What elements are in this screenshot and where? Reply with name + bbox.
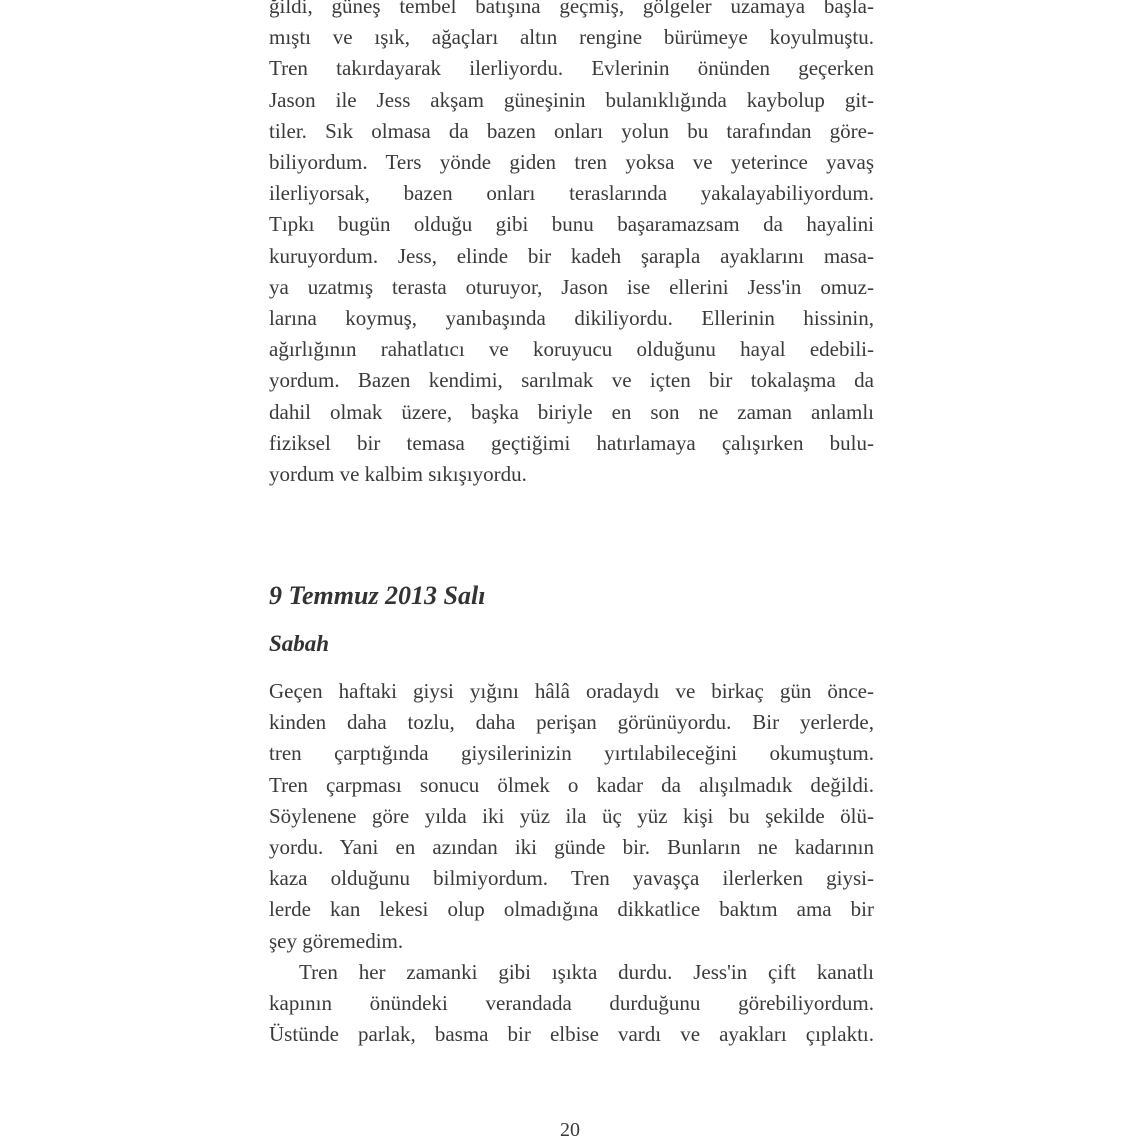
text-line: kapının önündeki verandada durduğunu görebiliyordum. <box>269 991 874 1016</box>
text-line: yordum ve kalbim sıkışıyordu. <box>269 462 527 487</box>
text-line: ğildi, güneş tembel batışına geçmiş, gölgeler uzamaya başla- <box>269 0 874 18</box>
text-line: ya uzatmış terasta oturuyor, Jason ise ellerini Jess'in omuz- <box>269 274 874 299</box>
entry-time-heading: Sabah <box>269 631 330 656</box>
text-line: Tren çarpması sonucu ölmek o kadar da alışılmadık değildi. <box>269 772 874 797</box>
text-line: şey göremedim. <box>269 928 404 953</box>
text-line: dahil olmak üzere, başka biriyle en son ne zaman anlamlı <box>269 399 874 424</box>
text-line: Tren her zamanki gibi ışıkta durdu. Jess'in çift kanatlı <box>299 959 874 984</box>
text-line: Söylenene göre yılda iki yüz ila üç yüz kişi bu şekilde ölü- <box>269 803 874 828</box>
text-line: ilerliyorsak, bazen onları teraslarında yakalayabiliyordum. <box>269 181 874 206</box>
paragraph <box>269 957 874 1051</box>
text-line: ağırlığının rahatlatıcı ve koruyucu olduğunu hayal edebili- <box>269 337 874 362</box>
text-line: Tıpkı bugün olduğu gibi bunu başaramazsam da hayalini <box>269 212 874 237</box>
text-line: yordum. Bazen kendimi, sarılmak ve içten bir tokalaşma da <box>269 368 874 393</box>
text-line: Tren takırdayarak ilerliyordu. Evlerinin önünden geçerken <box>269 56 874 81</box>
text-line: tren çarptığında giysilerinizin yırtılabileceğini okumuştum. <box>269 741 874 766</box>
text-line: mıştı ve ışık, ağaçları altın rengine bürümeye koyulmuştu. <box>269 25 874 50</box>
text-line: biliyordum. Ters yönde giden tren yoksa ve yeterince yavaş <box>269 150 874 175</box>
text-section-1 <box>269 0 874 490</box>
text-line: Geçen haftaki giysi yığını hâlâ oradaydı ve birkaç gün önce- <box>269 679 874 703</box>
text-line: larına koymuş, yanıbaşında dikiliyordu. Ellerinin hissinin, <box>269 306 874 331</box>
text-line: kinden daha tozlu, daha perişan görünüyordu. Bir yerlerde, <box>269 710 874 735</box>
paragraph <box>269 0 874 490</box>
text-section-2 <box>269 676 874 1050</box>
text-line: Üstünde parlak, basma bir elbise vardı ve ayakları çıplaktı. <box>269 1022 874 1047</box>
paragraph <box>269 676 874 957</box>
text-line: Jason ile Jess akşam güneşinin bulanıklığında kaybolup git- <box>269 87 874 112</box>
text-line: lerde kan lekesi olup olmadığına dikkatlice baktım ama bir <box>269 897 874 922</box>
page-number: 20 <box>560 1119 580 1141</box>
text-line: kaza olduğunu bilmiyordum. Tren yavaşça ilerlerken giysi- <box>269 866 874 891</box>
text-line: fiziksel bir temasa geçtiğimi hatırlamaya çalışırken bulu- <box>269 430 874 455</box>
entry-date-heading: 9 Temmuz 2013 Salı <box>269 581 486 610</box>
text-line: kuruyordum. Jess, elinde bir kadeh şarapla ayaklarını masa- <box>269 243 874 268</box>
text-line: tiler. Sık olmasa da bazen onları yolun bu tarafından göre- <box>269 118 874 143</box>
text-line: yordu. Yani en azından iki günde bir. Bunların ne kadarının <box>269 835 874 860</box>
